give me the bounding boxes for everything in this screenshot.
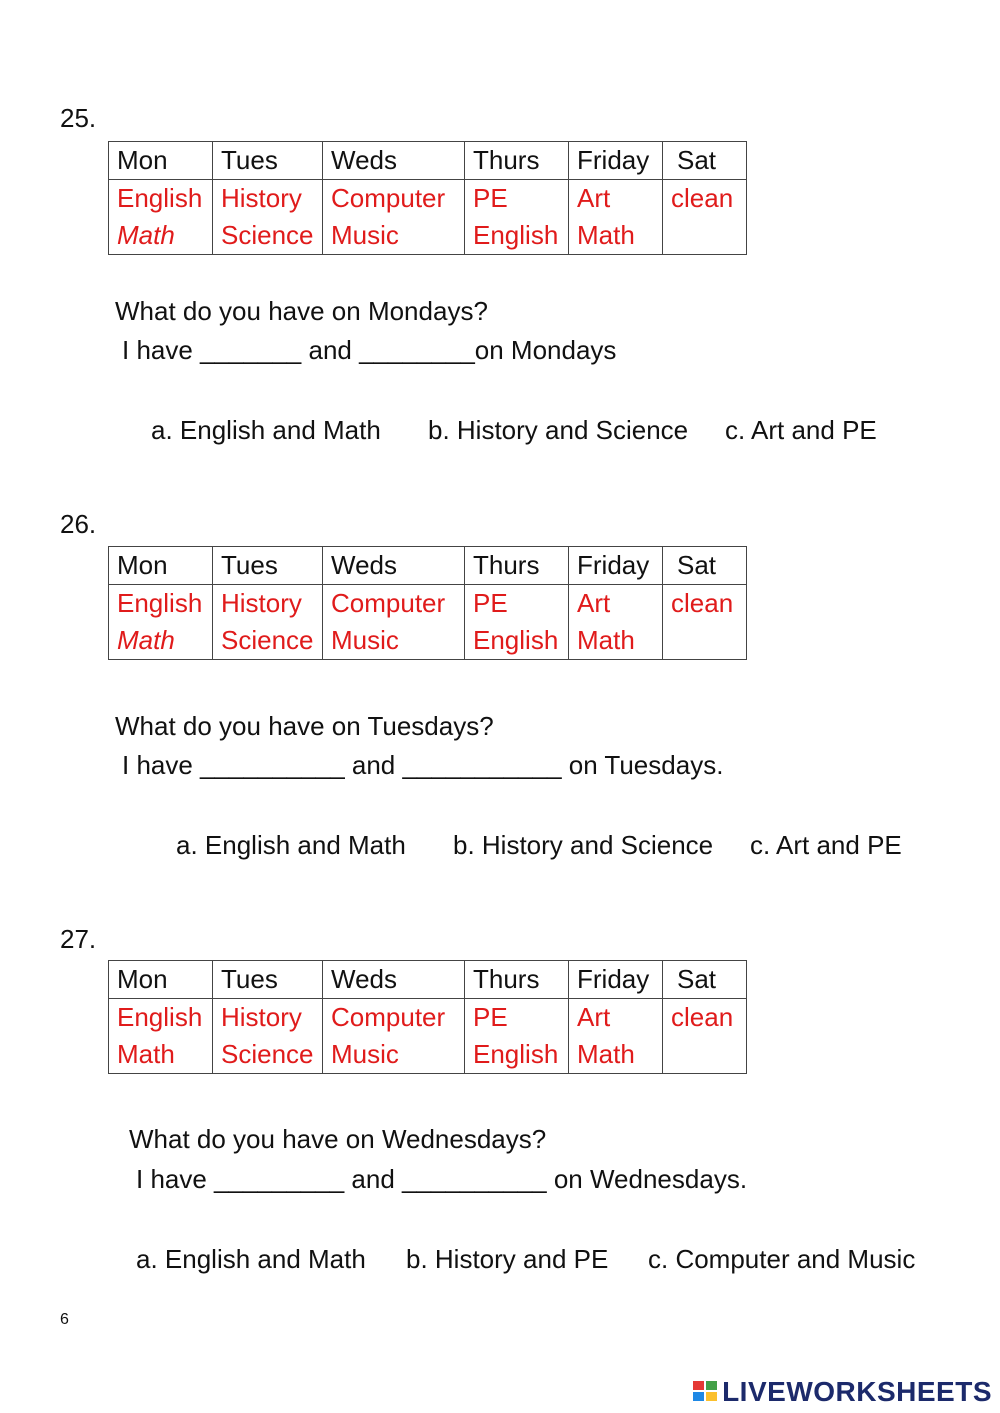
subject: PE <box>473 588 508 618</box>
subject: Music <box>331 625 399 655</box>
question-text: What do you have on Tuesdays? <box>115 711 494 741</box>
subject: Music <box>331 220 399 250</box>
choice-a[interactable]: a. English and Math <box>151 415 381 445</box>
subject: Science <box>221 625 314 655</box>
question-number: 25. <box>60 103 97 133</box>
subject-cell <box>569 585 663 660</box>
subject: Computer <box>331 588 446 618</box>
subject: Math <box>577 625 635 655</box>
subject-cell <box>213 999 323 1074</box>
subject-cell <box>465 585 569 660</box>
answer-line: I have _________ and __________ on Wednesdays. <box>136 1164 748 1194</box>
day-header: Sat <box>663 547 747 585</box>
subject: English <box>473 1039 559 1069</box>
subject: Art <box>577 183 611 213</box>
day-header: Weds <box>323 142 465 180</box>
subject: Math <box>117 1039 175 1069</box>
choice-c[interactable]: c. Art and PE <box>725 415 877 445</box>
choice-a[interactable]: a. English and Math <box>176 830 406 860</box>
subject: English <box>117 1002 203 1032</box>
liveworksheets-logo-icon <box>693 1381 719 1403</box>
timetable-header-row <box>109 142 747 180</box>
subject-cell <box>663 180 747 255</box>
subject: Art <box>577 588 611 618</box>
subject: PE <box>473 1002 508 1032</box>
day-header: Sat <box>663 961 747 999</box>
subject: Science <box>221 220 314 250</box>
subject: Science <box>221 1039 314 1069</box>
answer-line: I have __________ and ___________ on Tuesdays. <box>122 750 724 780</box>
choice-b[interactable]: b. History and Science <box>428 415 689 445</box>
subject-cell <box>109 180 213 255</box>
day-header: Tues <box>213 961 323 999</box>
day-header: Mon <box>109 547 213 585</box>
timetable-subject-row <box>109 999 747 1074</box>
timetable-subject-row <box>109 585 747 660</box>
question-text: What do you have on Mondays? <box>115 296 488 326</box>
subject: English <box>117 183 203 213</box>
timetable-header-row <box>109 547 747 585</box>
page-number: 6 <box>60 1311 69 1328</box>
choice-c[interactable]: c. Computer and Music <box>648 1244 916 1274</box>
timetable-subject-row <box>109 180 747 255</box>
choice-a[interactable]: a. English and Math <box>136 1244 366 1274</box>
timetable <box>108 960 747 1074</box>
subject: English <box>473 220 559 250</box>
subject-cell <box>213 180 323 255</box>
subject: Computer <box>331 1002 446 1032</box>
subject-cell <box>323 999 465 1074</box>
day-header: Mon <box>109 961 213 999</box>
day-header: Sat <box>663 142 747 180</box>
subject-cell <box>465 999 569 1074</box>
subject: History <box>221 1002 302 1032</box>
day-header: Friday <box>569 547 663 585</box>
subject-cell <box>323 180 465 255</box>
subject: English <box>117 588 203 618</box>
day-header: Friday <box>569 961 663 999</box>
subject-cell <box>109 999 213 1074</box>
subject-cell <box>109 585 213 660</box>
subject: Math <box>117 220 175 250</box>
day-header: Thurs <box>465 142 569 180</box>
subject: clean <box>671 1002 734 1032</box>
day-header: Thurs <box>465 547 569 585</box>
subject: clean <box>671 588 734 618</box>
logo-text: LIVEWORKSHEETS <box>722 1376 992 1407</box>
day-header: Thurs <box>465 961 569 999</box>
subject: Art <box>577 1002 611 1032</box>
subject: English <box>473 625 559 655</box>
subject-cell <box>323 585 465 660</box>
question-number: 27. <box>60 924 97 954</box>
subject-cell <box>213 585 323 660</box>
subject: Math <box>577 220 635 250</box>
subject-cell <box>663 999 747 1074</box>
subject-cell <box>663 585 747 660</box>
day-header: Mon <box>109 142 213 180</box>
subject-cell <box>465 180 569 255</box>
subject: History <box>221 588 302 618</box>
liveworksheets-logo <box>693 1376 992 1408</box>
timetable-header-row <box>109 961 747 999</box>
day-header: Weds <box>323 547 465 585</box>
subject: Computer <box>331 183 446 213</box>
question-text: What do you have on Wednesdays? <box>129 1124 547 1154</box>
subject-cell <box>569 999 663 1074</box>
day-header: Tues <box>213 547 323 585</box>
choice-b[interactable]: b. History and PE <box>406 1244 609 1274</box>
choice-b[interactable]: b. History and Science <box>453 830 714 860</box>
subject: Math <box>117 625 175 655</box>
question-number: 26. <box>60 509 97 539</box>
subject: Music <box>331 1039 399 1069</box>
subject: PE <box>473 183 508 213</box>
subject: History <box>221 183 302 213</box>
subject: clean <box>671 183 734 213</box>
answer-line: I have _______ and ________on Mondays <box>122 335 617 365</box>
subject: Math <box>577 1039 635 1069</box>
day-header: Friday <box>569 142 663 180</box>
day-header: Tues <box>213 142 323 180</box>
timetable <box>108 546 747 660</box>
choice-c[interactable]: c. Art and PE <box>750 830 902 860</box>
timetable <box>108 141 747 255</box>
day-header: Weds <box>323 961 465 999</box>
subject-cell <box>569 180 663 255</box>
